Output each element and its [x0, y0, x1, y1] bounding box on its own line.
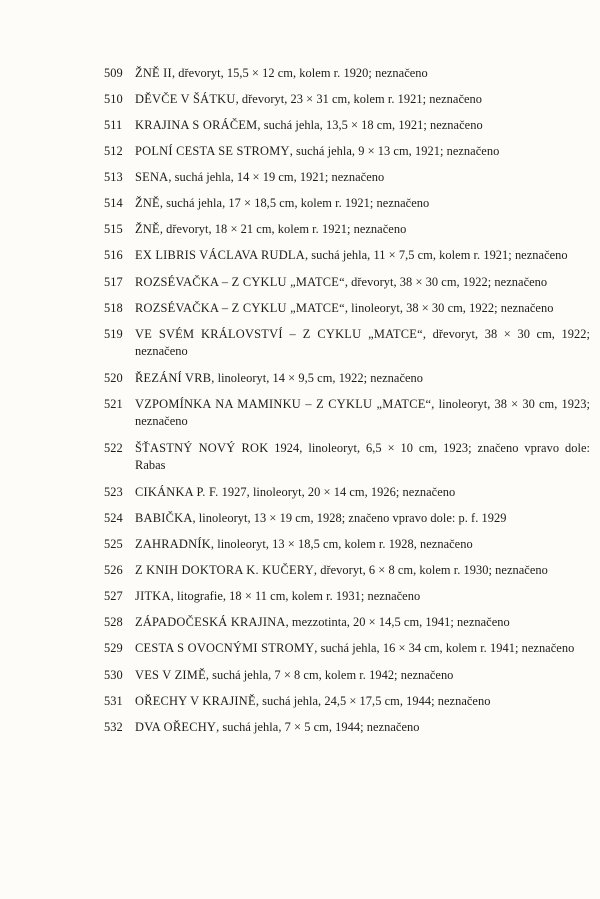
entry-text	[135, 247, 590, 264]
catalog-entry	[104, 370, 590, 387]
entry-details: , dřevoryt, 18 × 21 cm, kolem r. 1921; neznačeno	[159, 222, 407, 236]
entry-number: 515	[104, 222, 123, 236]
entry-title: Z KNIH DOKTORA K. KUČERY	[135, 563, 314, 577]
catalog-entry	[104, 719, 590, 736]
entry-number: 521	[104, 397, 123, 411]
entry-details: , suchá jehla, 16 × 34 cm, kolem r. 1941; neznačeno	[314, 641, 575, 655]
entry-number: 520	[104, 371, 123, 385]
entry-number: 509	[104, 66, 123, 80]
entry-text	[135, 91, 590, 108]
entry-text	[135, 484, 590, 501]
catalog-entry	[104, 143, 590, 160]
entry-title: ZÁPADOČESKÁ KRAJINA	[135, 615, 286, 629]
catalog-entry	[104, 614, 590, 631]
entry-text	[135, 326, 590, 360]
entry-title: CESTA S OVOCNÝMI STROMY	[135, 641, 315, 655]
entry-details: , linoleoryt, 38 × 30 cm, 1922; neznačeno	[344, 301, 554, 315]
entry-number: 525	[104, 537, 123, 551]
entry-title: ŽNĚ II	[135, 66, 172, 80]
entry-title: ROZSÉVAČKA – Z CYKLU „MATCE“	[135, 301, 345, 315]
entry-title: ŽNĚ	[135, 196, 160, 210]
entry-title: ZAHRADNÍK	[135, 537, 211, 551]
entry-details: , linoleoryt, 13 × 19 cm, 1928; značeno vpravo dole: p. f. 1929	[192, 511, 507, 525]
catalog-list	[104, 65, 590, 745]
entry-text	[135, 719, 590, 736]
entry-details: 1927, linoleoryt, 20 × 14 cm, 1926; neznačeno	[218, 485, 456, 499]
entry-number: 531	[104, 694, 123, 708]
catalog-entry	[104, 91, 590, 108]
entry-text	[135, 370, 590, 387]
entry-text	[135, 536, 590, 553]
catalog-entry	[104, 562, 590, 579]
entry-details: , litografie, 18 × 11 cm, kolem r. 1931; neznačeno	[170, 589, 421, 603]
entry-number: 517	[104, 275, 123, 289]
entry-number: 510	[104, 92, 123, 106]
entry-number: 519	[104, 327, 123, 341]
entry-details: , dřevoryt, 15,5 × 12 cm, kolem r. 1920; neznačeno	[171, 66, 428, 80]
entry-details: , suchá jehla, 11 × 7,5 cm, kolem r. 1921; neznačeno	[304, 248, 568, 262]
entry-text	[135, 667, 590, 684]
entry-title: JITKA	[135, 589, 171, 603]
entry-details: , suchá jehla, 9 × 13 cm, 1921; neznačeno	[289, 144, 500, 158]
entry-text	[135, 588, 590, 605]
entry-details: , suchá jehla, 17 × 18,5 cm, kolem r. 1921; neznačeno	[159, 196, 430, 210]
catalog-entry	[104, 667, 590, 684]
entry-number: 528	[104, 615, 123, 629]
entry-number: 513	[104, 170, 123, 184]
entry-text	[135, 143, 590, 160]
entry-title: VES V ZIMĚ	[135, 668, 206, 682]
entry-number: 516	[104, 248, 123, 262]
catalog-entry	[104, 693, 590, 710]
entry-details: , suchá jehla, 14 × 19 cm, 1921; neznačeno	[168, 170, 385, 184]
entry-details: , suchá jehla, 7 × 8 cm, kolem r. 1942; neznačeno	[205, 668, 454, 682]
entry-title: ŘEZÁNÍ VRB	[135, 371, 212, 385]
entry-text	[135, 614, 590, 631]
entry-title: DĚVČE V ŠÁTKU	[135, 92, 236, 106]
entry-details: , linoleoryt, 14 × 9,5 cm, 1922; neznačeno	[211, 371, 424, 385]
entry-number: 527	[104, 589, 123, 603]
entry-details: , suchá jehla, 13,5 × 18 cm, 1921; neznačeno	[257, 118, 483, 132]
entry-details: , dřevoryt, 23 × 31 cm, kolem r. 1921; neznačeno	[235, 92, 483, 106]
entry-text	[135, 562, 590, 579]
entry-number: 514	[104, 196, 123, 210]
entry-text	[135, 195, 590, 212]
entry-details: , dřevoryt, 6 × 8 cm, kolem r. 1930; neznačeno	[313, 563, 548, 577]
entry-text	[135, 274, 590, 291]
entry-number: 529	[104, 641, 123, 655]
catalog-entry	[104, 484, 590, 501]
catalog-entry	[104, 169, 590, 186]
entry-number: 518	[104, 301, 123, 315]
catalog-entry	[104, 510, 590, 527]
entry-text	[135, 300, 590, 317]
catalog-entry	[104, 440, 590, 474]
entry-number: 511	[104, 118, 123, 132]
entry-text	[135, 640, 590, 657]
entry-title: ROZSÉVAČKA – Z CYKLU „MATCE“	[135, 275, 345, 289]
entry-title: OŘECHY V KRAJINĚ	[135, 694, 256, 708]
entry-number: 532	[104, 720, 123, 734]
entry-number: 512	[104, 144, 123, 158]
entry-title: CIKÁNKA P. F.	[135, 485, 219, 499]
entry-details: , suchá jehla, 24,5 × 17,5 cm, 1944; neznačeno	[255, 694, 491, 708]
catalog-entry	[104, 117, 590, 134]
catalog-entry	[104, 65, 590, 82]
entry-details: , linoleoryt, 13 × 18,5 cm, kolem r. 1928, neznačeno	[210, 537, 473, 551]
entry-title: ŽNĚ	[135, 222, 160, 236]
entry-number: 524	[104, 511, 123, 525]
entry-title: VE SVÉM KRÁLOVSTVÍ – Z CYKLU „MATCE“	[135, 327, 423, 341]
catalog-entry	[104, 274, 590, 291]
entry-details: , linoleoryt, 38 × 30 cm, 1923; neznačeno	[135, 397, 590, 428]
entry-title: EX LIBRIS VÁCLAVA RUDLA	[135, 248, 305, 262]
entry-title: KRAJINA S ORÁČEM	[135, 118, 258, 132]
entry-details: 1924, linoleoryt, 6,5 × 10 cm, 1923; značeno vpravo dole: Rabas	[135, 441, 590, 472]
catalog-entry	[104, 326, 590, 360]
entry-title: ŠŤASTNÝ NOVÝ ROK	[135, 441, 269, 455]
entry-details: , suchá jehla, 7 × 5 cm, 1944; neznačeno	[216, 720, 420, 734]
catalog-entry	[104, 536, 590, 553]
entry-text	[135, 169, 590, 186]
entry-text	[135, 440, 590, 474]
entry-text	[135, 117, 590, 134]
entry-details: , dřevoryt, 38 × 30 cm, 1922; neznačeno	[135, 327, 590, 358]
catalog-entry	[104, 588, 590, 605]
entry-title: SENA	[135, 170, 169, 184]
entry-number: 530	[104, 668, 123, 682]
entry-details: , mezzotinta, 20 × 14,5 cm, 1941; neznačeno	[285, 615, 510, 629]
entry-text	[135, 65, 590, 82]
entry-details: , dřevoryt, 38 × 30 cm, 1922; neznačeno	[344, 275, 548, 289]
entry-number: 522	[104, 441, 123, 455]
catalog-entry	[104, 300, 590, 317]
entry-text	[135, 221, 590, 238]
entry-title: DVA OŘECHY	[135, 720, 217, 734]
catalog-entry	[104, 247, 590, 264]
entry-text	[135, 396, 590, 430]
entry-title: BABIČKA	[135, 511, 193, 525]
entry-number: 526	[104, 563, 123, 577]
catalog-entry	[104, 640, 590, 657]
entry-title: VZPOMÍNKA NA MAMINKU – Z CYKLU „MATCE“	[135, 397, 432, 411]
catalog-entry	[104, 396, 590, 430]
entry-text	[135, 693, 590, 710]
catalog-entry	[104, 195, 590, 212]
entry-text	[135, 510, 590, 527]
entry-number: 523	[104, 485, 123, 499]
entry-title: POLNÍ CESTA SE STROMY	[135, 144, 290, 158]
catalog-entry	[104, 221, 590, 238]
